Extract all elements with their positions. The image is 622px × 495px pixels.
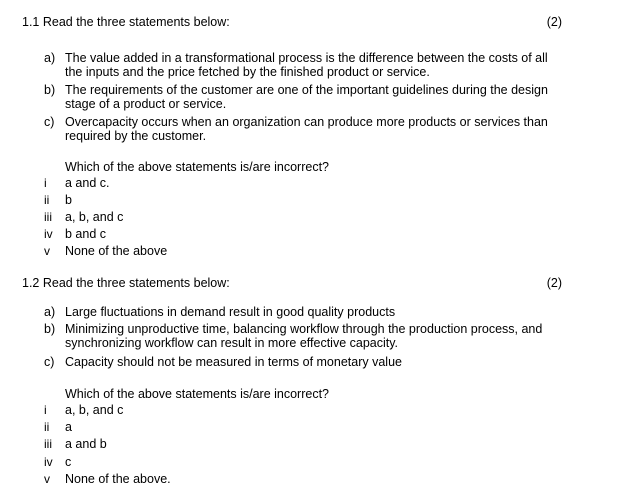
marks-label: (2)	[546, 15, 562, 29]
statement-text: Capacity should not be measured in terms of monetary value	[65, 355, 402, 369]
statement-item	[44, 83, 564, 111]
option-numeral: iii	[44, 210, 52, 224]
question-title: 1.1 Read the three statements below:	[22, 15, 230, 29]
option-text: b and c	[65, 227, 107, 241]
option-text: c	[65, 455, 72, 469]
marks-label: (2)	[546, 276, 562, 290]
statement-letter: a)	[44, 51, 56, 65]
option-text: a	[65, 420, 72, 434]
statement-text: The requirements of the customer are one of the important guidelines during the design stage of a product or service.	[65, 83, 548, 111]
question-heading	[22, 276, 562, 290]
option-text: a and c.	[65, 176, 110, 190]
question-prompt: Which of the above statements is/are incorrect?	[65, 387, 330, 401]
option-text: None of the above.	[65, 472, 171, 486]
statement-letter: a)	[44, 305, 56, 319]
statement-text: Overcapacity occurs when an organization can produce more products or services than required by the customer.	[65, 115, 548, 143]
option-numeral: i	[44, 176, 47, 190]
option-numeral: v	[44, 244, 50, 258]
option-numeral: iii	[44, 437, 52, 451]
statement-letter: c)	[44, 115, 55, 129]
statement-letter: b)	[44, 83, 56, 97]
statement-item	[44, 51, 564, 79]
statement-text: The value added in a transformational process is the difference between the costs of all the inputs and the price fetched by the finished product or service.	[65, 51, 548, 79]
option-text: None of the above	[65, 244, 168, 258]
question-heading	[22, 15, 562, 29]
question-prompt: Which of the above statements is/are incorrect?	[65, 160, 330, 174]
statement-item	[44, 305, 564, 319]
question-title: 1.2 Read the three statements below:	[22, 276, 230, 290]
option-numeral: ii	[44, 193, 50, 207]
option-text: a, b, and c	[65, 210, 124, 224]
statement-text: Minimizing unproductive time, balancing workflow through the production process, and synchronizing workflow can result in more effective capacity.	[65, 322, 543, 350]
statement-letter: b)	[44, 322, 56, 336]
statement-item	[44, 322, 564, 350]
option-text: b	[65, 193, 72, 207]
option-numeral: ii	[44, 420, 50, 434]
statement-item	[44, 115, 564, 143]
option-text: a, b, and c	[65, 403, 124, 417]
option-numeral: v	[44, 472, 50, 486]
option-numeral: i	[44, 403, 47, 417]
option-numeral: iv	[44, 455, 53, 469]
option-text: a and b	[65, 437, 107, 451]
option-numeral: iv	[44, 227, 53, 241]
statement-letter: c)	[44, 355, 55, 369]
statement-item	[44, 355, 564, 369]
statement-text: Large fluctuations in demand result in good quality products	[65, 305, 396, 319]
